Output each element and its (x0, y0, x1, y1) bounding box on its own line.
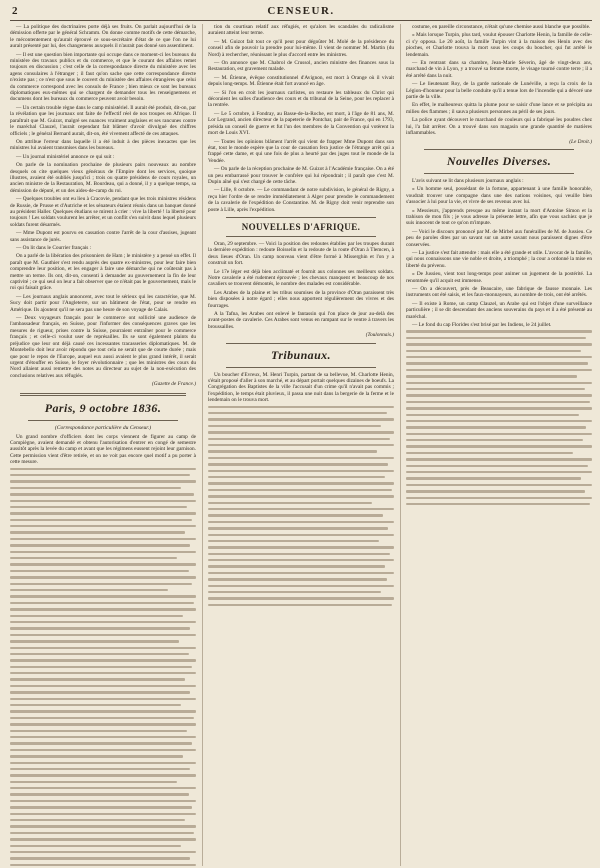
article-paragraph: — Il existe à Rome, un camp Clauzel, un Arabe qui est l'objet d'une surveillance particulière ; il se dit descendant des anciens souverains du pays et il a été présenté au maréchal. (406, 300, 592, 320)
article-paragraph: « Un homme seul, possédant de la fortune, appartenant à une famille honorable, voudrait trouver une compagne dans une des nations voisines, qui veuille bien s'associer à lui pour la vie, et vivre de ses revenus avec lui. (406, 186, 592, 206)
text-columns (10, 24, 592, 866)
article-paragraph: Un boucher d'Evreux, M. Henri Turpin, partant de sa bellevue, M. Charlotte Henin, s'était proposé d'aller à son marché, et au départ portait quelques dizaines de boeufs. La Congrégation des Baptistes de la ville l'accusait d'un crime qu'il n'avait pas commis ; l'expédition, le temps était pluvieux, il passa une nuit dans la bergerie de la ferme et le lendemain on le trouva mort. (208, 371, 394, 404)
africa-news-heading: NOUVELLES D'AFRIQUE. (241, 221, 361, 232)
article-paragraph: Les Arabes de la plaine et les tribus soumises de la province d'Oran paraissent très bien disposées à notre égard ; elles nous apportent régulièrement des vivres et des fourrages. (208, 289, 394, 309)
article-paragraph: — On parle de la réception prochaine de M. Guizot à l'Académie française. On a été un peu embarrassé pour trouver le confrère qui lui répondrait ; il paraît que c'est M. Dupin aîné qui s'est chargé de cette tâche. (208, 166, 394, 185)
article-paragraph: « De Jussieu, vient tout long-temps pour animer un jugement de la postérité. La renommée qu'il acquit est immense. (406, 271, 592, 284)
dateline-heading: Paris, 9 octobre 1836. (44, 400, 162, 415)
correspondence-subheading: (Correspondance particulière du Censeur.) (54, 424, 152, 431)
article-paragraph: — Mme Dupont est pourvu en cassation contre l'arrêt de la cour d'assises, jugeant sans assistance de jurés. (10, 230, 196, 243)
article-paragraph: — Le lieutenant Roy, de la garde nationale de Lunéville, a reçu la croix de la Légion-d'honneur pour la belle conduite qu'il a tenue lors de l'incendie qui a dévoré une partie de la ville. (406, 81, 592, 101)
article-paragraph: L'avis suivant se lit dans plusieurs journaux anglais : (412, 177, 524, 184)
article-paragraph: On parle de la nomination prochaine de plusieurs pairs nouveaux au nombre desquels on cite quelques vieux généraux de l'Empire dont les services, quoique illustres, avaient été oubliés jusqu'ici ; trois ou quatre présidens de cours royales, un ancien ministre de la Restauration, M. Bourdeau, qui a donné, il y a quelque temps, sa démission de député, et un des aides-de-camp du roi. (10, 162, 196, 194)
article-paragraph: tion du courtisan relatif aux réfugiés, et qu'alors les scandales du radicalisme auraient atteint leur terme. (208, 24, 394, 37)
nouvelles-diverses-heading: Nouvelles Diverses. (446, 153, 552, 168)
section-divider (226, 236, 376, 237)
article-paragraph: Oran, 29 septembre. — Voici la position des redoutes établies par les troupes durant la dernière expédition : redoute Boisselin et la redoute de la route d'Oran à Tlemcen, à deux lieues d'Oran. Un camp nouveau vient d'être formé à Misserghin et l'on y a construit un fort. (208, 240, 394, 267)
column-left (10, 24, 196, 866)
article-paragraph: — La justice s'est fait attendre : mais elle a été grande et utile. L'avocat de la famille, qui nous connaissons une vie noble et droite, a triomphé ; la cour a ordonné la mise en liberté du prévenu. (406, 249, 592, 269)
article-paragraph: Le 17e léger est déjà bien acclimaté et fournit aux colonnes ses meilleurs soldats. Notre cavalerie a été rudement éprouvée ; les chevaux manquent et beaucoup de nos cavaliers se trouvent démontés, le nombre des malades est considérable. (208, 268, 394, 288)
article-paragraph: — Le fond du cap Florides s'est brisé par les Indiens, le 24 juillet. (412, 322, 552, 329)
article-paragraph: — On lit dans le Courrier français : (16, 245, 92, 251)
article-paragraph: — La politique des doctrinaires porte déjà ses fruits. On parlait aujourd'hui de la démission offerte par le général Schramm. On donne comme motifs de cette démarche, le mécontentement qu'aurait éprouvé ce sous-secrétaire d'état de ce que l'on ne lui aurait présenté par lui, des changemens auxquels il n'aurait pas donné son assentiment. (10, 24, 196, 50)
column-middle (202, 24, 394, 866)
article-paragraph: « Mais lorsque Turpin, plus tard, voulut épouser Charlotte Henin, la famille de celle-ci s'y opposa. Le 20 août, la famille Turpin vint à la maison des Henin avec des pioches, et Charlotte trouva la mort sous les coups du boucher, qui fut arrêté le lendemain. (406, 32, 592, 58)
article-paragraph: — On a découvert, près de Beaucaire, une fabrique de fausse monnaie. Les instruments ont été saisis, et les faux-monnayeurs, au nombre de trois, ont été arrêtés. (406, 286, 592, 299)
masthead (10, 4, 592, 21)
article-paragraph: — Toutes les opinions blâment l'arrêt qui vient de frapper Mme Dupont dans son état, tout le monde espère que la cour de cassation fera justice de l'étrange arrêt qui a frappé cette dame, et qui une fois de plus a heurté par des juges tout le monde de la Vendée. (208, 138, 394, 164)
article-paragraph: — Les journaux anglais annoncent, avec tout le sérieux qui les caractérise, que M. Sucy doit partir pour l'Angleterre, sur un bâtiment de l'état, pour se rendre en Amérique. Ils ajoutent qu'il ne sera pas une heure de son voyage de Calais. (10, 293, 196, 313)
page-number: 2 (12, 5, 18, 17)
illegible-text-block (406, 330, 592, 505)
section-divider (20, 393, 186, 396)
article-paragraph: — Il est une question bien importante qui occupe dans ce moment-ci les bureaux du ministère des travaux publics et du commerce, et que le courant des affaires remet toujours en discussion ; c'est celle de la correspondance directe du ministère avec les agens consulaires à l'étranger ; il faut qu'on sache que cette correspondance directe n'existe pas ; ce n'est que sous le couvert du ministère des affaires étrangères que celui du commerce correspond avec les consuls de France ; bien mieux ce sont les bureaux diplomatiques eux-mêmes qui se chargent de demander tous les renseignemens et documens dont les bureaux du commerce peuvent avoir besoin. (10, 51, 196, 103)
newspaper-title: CENSEUR. (267, 5, 335, 17)
article-paragraph: — Voici le discours prononcé par M. de Mirbel aux funérailles de M. de Jussieu. Ce peu de paroles dites par un savant sur un autre savant nous paraissent dignes d'être conservées. (406, 228, 592, 248)
source-citation: (Toulonnais.) (365, 332, 394, 339)
article-paragraph: En effet, le malheureux quitta la plume pour se saisir d'une lance et se précipita au milieu des flammes ; il sauva plusieurs personnes au péril de ses jours. (406, 102, 592, 115)
tribunaux-heading: Tribunaux. (271, 347, 331, 362)
article-paragraph: — M. Guizot fait tout ce qu'il peut pour dégoûter M. Molé de la présidence du conseil afin de pouvoir la prendre pour lui-même. Il vient de nommer M. Martin (du Nord) à rechercher, réunissant le plus d'accord entre les ministres. (208, 38, 394, 58)
article-paragraph: A la Tafna, les Arabes ont enlevé le fantassin qui l'on place de jour au-delà des avant-postes de cavalerie. Ces Arabes sont venus en rampant sur le ventre à travers les broussailles. (208, 311, 394, 330)
source-citation: (Le Droit.) (569, 138, 592, 145)
section-divider (424, 149, 574, 150)
article-paragraph: — On annonce que M. Chabrol de Crussol, ancien ministre des finances sous la Restauration, est gravement malade. (208, 60, 394, 73)
article-paragraph: — Un journal ministériel annonce ce qui suit : (16, 153, 115, 160)
article-paragraph: Un grand nombre d'officiers dont les corps viennent de figurer au camp de Compiègne, avaient demandé et obtenu l'autorisation d'entrer en congé de semestre aussitôt après la levée du camp et avant que les régimens eussent rejoint leur garnison. Cette permission vient d'être retirée, et on ne voit pas encore quel motif a pu porter à cette mesure. (10, 433, 196, 466)
section-divider (28, 420, 178, 421)
illegible-text-block (10, 468, 196, 866)
article-paragraph: — Le 5 octobre, à Fondray, au Basse-de-la-Roche, est mort, à l'âge de 81 ans, M. Lor Legrand, ancien directeur de la papeterie de Pontchar, pair de France, qui en 1793, présida un conseil de guerre et fut l'un des membres de la Convention qui votèrent la mort de Louis XVI. (208, 110, 394, 137)
article-paragraph: « Messieurs, j'apprends presque au même instant la mort d'Antoine Simon et la trahison de mon fils ; je vous adresse la présente lettre, afin que vous sachiez que je suis innocent de tout ce qu'on m'impute. (406, 207, 592, 227)
illegible-text-block (208, 406, 394, 607)
section-divider (226, 343, 376, 344)
section-divider (226, 217, 376, 218)
section-divider (226, 367, 376, 368)
article-paragraph: — En rentrant dans sa chambre, Jean-Marie Séverin, âgé de vingt-deux ans, marchand de vin à Lyon, y a trouvé sa femme morte, le visage tourné contre terre ; il a été arrêté dans la nuit. (406, 60, 592, 79)
section-divider (424, 173, 574, 174)
article-paragraph: — M. Étienne, évêque constitutionnel d'Avignon, est mort à Orange où il vivait depuis long-temps. M. Étienne était fort avancé en âge. (208, 74, 394, 88)
article-paragraph: La police ayant découvert le marchand de couleurs qui a fabriqué les poudres chez lui, l'a fait arrêter. On a trouvé dans son magasin une grande quantité de matières inflammables. (406, 117, 592, 137)
article-paragraph: On attribue l'erreur dans laquelle il a été induit à des pièces inexactes que les ministres lui avaient transmises dans les bureaux. (10, 138, 196, 152)
article-paragraph: — Lille, 8 octobre. — Le commandant de notre subdivision, le général de Rigny, a reçu hier l'ordre de se rendre immédiatement à Alger pour prendre le commandement de la cavalerie de l'expédition de Constantine. M. de Rigny doit venir reprendre son poste à Lille, après l'expédition. (208, 187, 394, 213)
article-paragraph: — Deux voyageurs français pour le commerce ont sollicité une audience de l'ambassadeur français, en Suisse, pour l'informer des conséquences graves que les mesures de rigueur, prises contre la Suisse, pourraient entraîner pour le commerce français ; et celle-ci voulut user de représailles. Ils se sont également plaints du préjudice que leur ont déjà causé ces incessantes tracasseries diplomatiques. M. de Montebello doit leur avoir répondu que tout cela ne serait que de courte durée ; mais que pour le repos de l'Europe, auquel eux aussi avaient le plus grand intérêt, il serait urgent d'étouffer en Suisse, le foyer révolutionnaire ; que les ministres des cours du Nord allaient aussi remettre des notes au directeur au sujet de la non-exécution des conclusions relatives aux réfugiés. (10, 315, 196, 379)
article-paragraph: — Si l'on en croit les journaux carlistes, on restaure les tableaux du Christ qui décoraient les salles d'audience des cours et du tribunal de la Seine, pour les replacer à la rentrée. (208, 89, 394, 109)
article-paragraph: On a parlé de la libération des prisonniers de Ham ; le ministère y a pensé un effet. Il paraît que M. Gauthier s'est rendu auprès des quatre ex-ministres, pour leur faire bien comprendre leur position, et les engager à faire une démarche qui ne coûterait pas à mettre un terme. Ils ont, dit-on, consenti à demander au gouvernement la fin de leur captivité ; ce qui seul on leur a fait observer que ce n'était pas le gouvernement, mais le roi qui faisait grâce. (10, 253, 196, 292)
source-citation: (Gazette de France.) (152, 381, 196, 388)
column-right (400, 24, 592, 866)
article-paragraph: — Un certain trouble règne dans le camp ministériel. Il aurait été produit, dit-on, par la révélation que les journaux ont faite de l'effectif réel de nos troupes en Afrique. Il paraîtrait que M. Guizot, malgré ses nuances vraiment anglaises et ses rancunes contre le maréchal Clauzel, l'aurait cependant fait blâmer d'avoir divulgué des chiffres officiels ; le général Bernard aurait, dit-on, été vivement affecté de ces attaques. (10, 104, 196, 137)
article-paragraph: costume, en pareille circonstance, n'était qu'une chemise aussi blanche que possible. (412, 24, 591, 30)
article-paragraph: — Quelques troubles ont eu lieu à Cracovie, pendant que les trois ministres résidens de Russie, de Prusse et d'Autriche et les sénateurs étaient réunis dans un banquet donné au président Haller. Quelques étudians se mirent à crier : vive la liberté ! la liberté pour toujours ! Les soldats voulurent les arrêter, et un conflit s'en suivit dans lequel plusieurs soldats furent désarmés. (10, 196, 196, 228)
